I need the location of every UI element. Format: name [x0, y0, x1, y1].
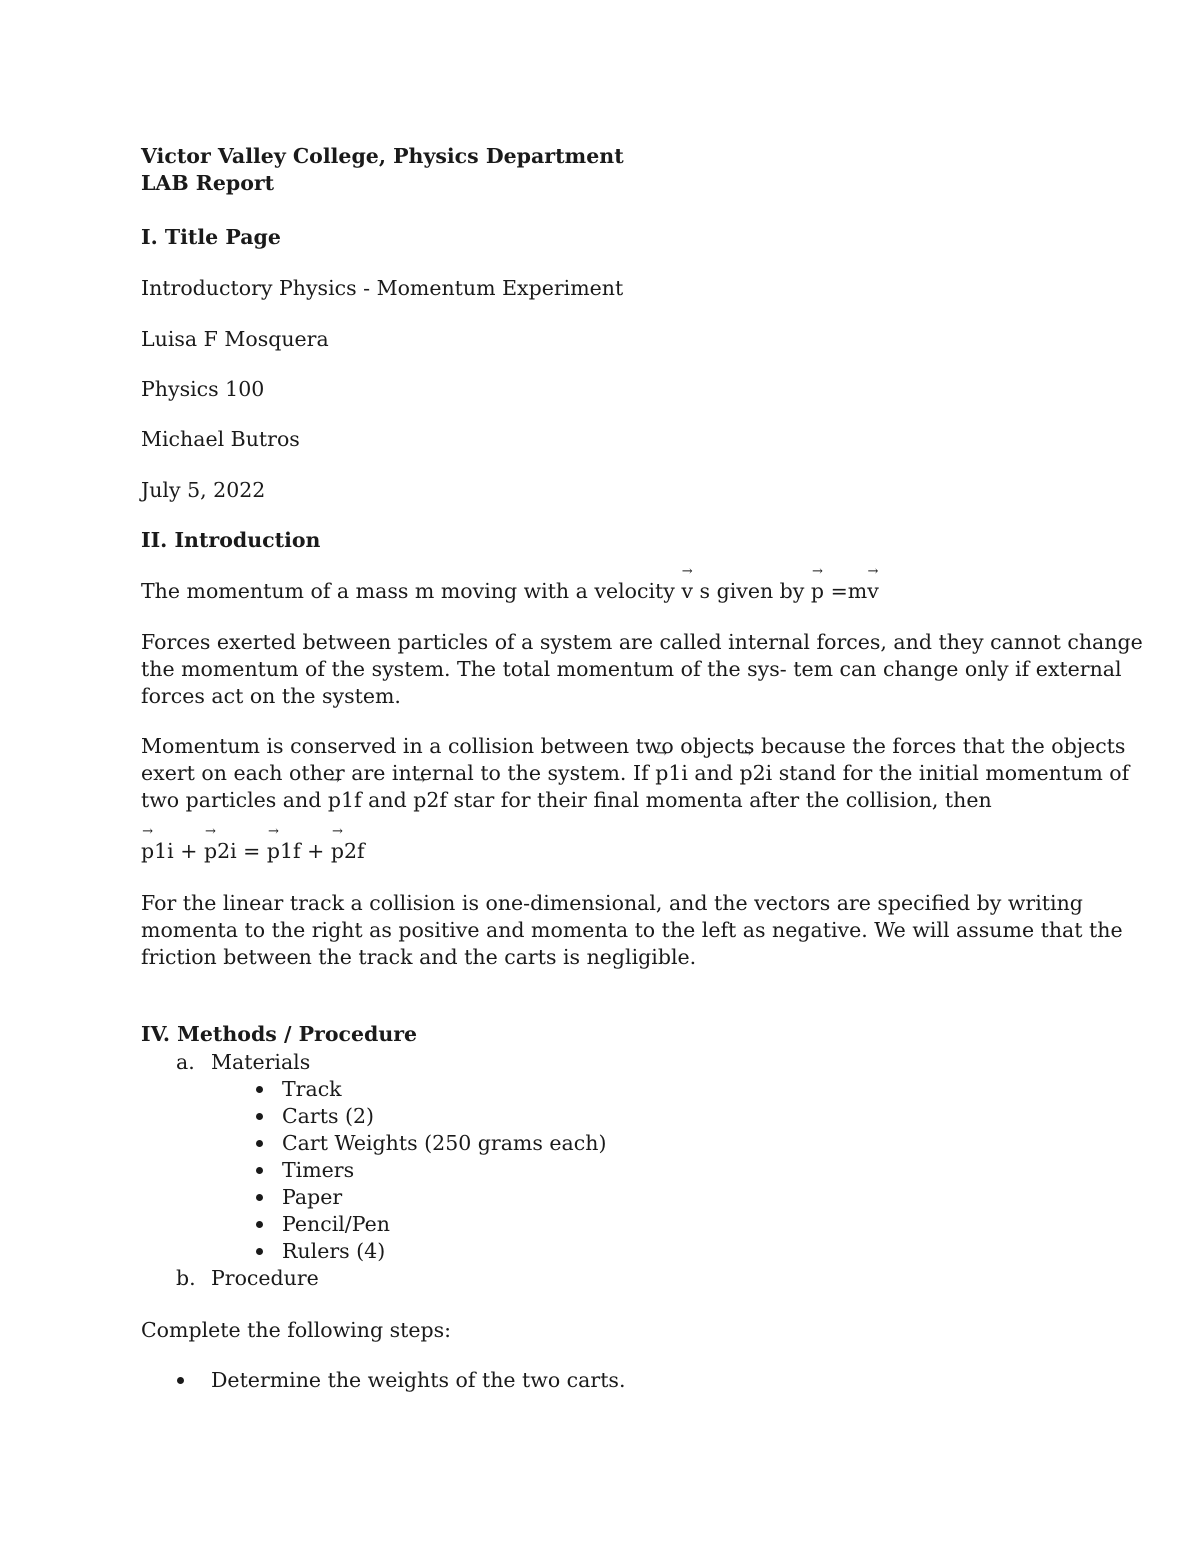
vector-p: → p: [141, 838, 154, 865]
bullet-icon: [256, 1194, 263, 1201]
paragraph-line: forces act on the system.: [141, 684, 401, 708]
paragraph-line: momenta to the right as positive and momenta to the left as negative. We will assume that the: [141, 918, 1123, 942]
list-item: Pencil/Pen: [282, 1212, 390, 1236]
equation-term: 1i +: [154, 839, 204, 863]
college-line: Victor Valley College, Physics Department: [141, 144, 624, 168]
procedure-label: Procedure: [211, 1266, 319, 1290]
vector-p: → p: [204, 838, 217, 865]
momentum-def-eq: =m: [830, 579, 868, 603]
list-item: Timers: [282, 1158, 355, 1182]
paragraph-line: friction between the track and the carts is negligible.: [141, 945, 697, 969]
instructor-name: Michael Butros: [141, 427, 300, 451]
vector-p: → p: [328, 787, 341, 814]
conservation-paragraph: [141, 733, 1130, 814]
vector-p: → p: [655, 760, 668, 787]
vector-p: → p: [267, 838, 280, 865]
materials-label: Materials: [211, 1050, 311, 1074]
materials-marker: a.: [176, 1050, 195, 1074]
bullet-icon: [256, 1113, 263, 1120]
bullet-icon: [256, 1248, 263, 1255]
paragraph-line: [141, 787, 1056, 814]
report-line: LAB Report: [141, 171, 275, 195]
text-fragment: 1i and: [668, 761, 733, 785]
vector-v: → v: [867, 578, 879, 605]
vector-p: → p: [413, 787, 426, 814]
linear-track-paragraph: [141, 890, 1123, 971]
bullet-icon: [256, 1140, 263, 1147]
list-item: Paper: [282, 1185, 343, 1209]
paragraph-line: Momentum is conserved in a collision between two objects because the forces that the objects: [141, 734, 1126, 758]
list-item: Track: [282, 1077, 342, 1101]
bullet-icon: [177, 1377, 184, 1384]
paragraph-line: Forces exerted between particles of a system are called internal forces, and they cannot change: [141, 630, 1143, 654]
text-fragment: 1f and: [341, 788, 407, 812]
bullet-icon: [256, 1221, 263, 1228]
bullet-icon: [256, 1086, 263, 1093]
vector-p: → p: [740, 760, 753, 787]
equation-term: 1f +: [280, 839, 331, 863]
equation-term: 2i =: [217, 839, 267, 863]
procedure-marker: b.: [176, 1266, 196, 1290]
text-fragment: 2i stand for the initial momentum of: [752, 761, 1130, 785]
list-item: Rulers (4): [282, 1239, 386, 1263]
bullet-icon: [256, 1167, 263, 1174]
equation-term: 2f: [343, 839, 365, 863]
internal-forces-paragraph: [141, 629, 1143, 710]
text-fragment: exert on each other are internal to the system. If: [141, 761, 649, 785]
step-item: Determine the weights of the two carts.: [211, 1368, 626, 1392]
conservation-equation: [141, 838, 365, 865]
text-fragment: two particles and: [141, 788, 322, 812]
title-page-heading: I. Title Page: [141, 225, 281, 249]
list-item: Carts (2): [282, 1104, 375, 1128]
vector-p: → p: [331, 838, 344, 865]
text-fragment: 2f star for their final momenta after the collision, then: [426, 788, 992, 812]
list-item: Cart Weights (250 grams each): [282, 1131, 607, 1155]
momentum-def-prefix: The momentum of a mass m moving with a velocity: [141, 579, 675, 603]
paragraph-line: [141, 760, 1130, 787]
introduction-heading: II. Introduction: [141, 528, 321, 552]
paragraph-line: the momentum of the system. The total momentum of the sys- tem can change only if external: [141, 657, 1122, 681]
course-name: Physics 100: [141, 377, 265, 401]
paragraph-line: For the linear track a collision is one-dimensional, and the vectors are specified by writing: [141, 891, 1083, 915]
experiment-title: Introductory Physics - Momentum Experiment: [141, 276, 624, 300]
steps-intro: Complete the following steps:: [141, 1318, 452, 1342]
vector-v: → v: [681, 578, 693, 605]
student-name: Luisa F Mosquera: [141, 327, 329, 351]
momentum-def-mid: s given by: [699, 579, 805, 603]
methods-heading: IV. Methods / Procedure: [141, 1022, 418, 1046]
momentum-definition: [141, 578, 879, 605]
report-date: July 5, 2022: [141, 478, 266, 502]
vector-p: → p: [811, 578, 824, 605]
